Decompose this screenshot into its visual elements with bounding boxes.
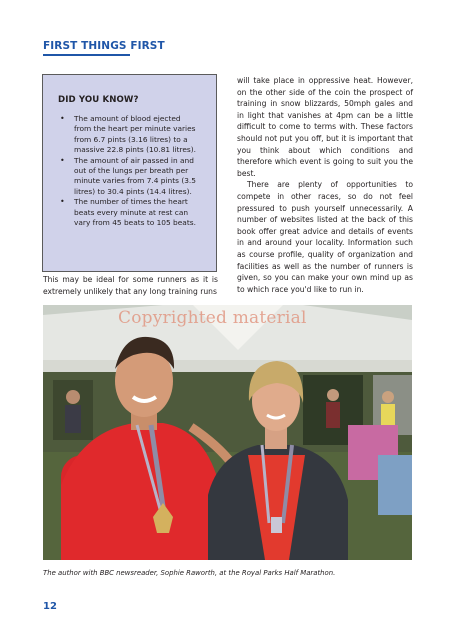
paragraph: There are plenty of opportunities to compete in other races, so do not feel pressured to push yourself unnecessarily. A number of websites listed at the back of this book offer great advice and details of events in and around your locality. Information such as course profile, quality of organization and facilities as well as the number of runners is given, so you can make your own mind up as to which race you'd like to run in. xyxy=(237,180,413,294)
photo-caption: The author with BBC newsreader, Sophie Raworth, at the Royal Parks Half Marathon. xyxy=(43,569,336,577)
section-header: FIRST THINGS FIRST xyxy=(43,40,165,52)
fact-item: • The number of times the heart beats every minute at rest can vary from 45 beats to 105 beats. xyxy=(58,197,200,228)
header-underline xyxy=(43,54,130,56)
fact-item: • The amount of air passed in and out of the lungs per breath per minute varies from 7.4 pints (3.5 litres) to 30.4 pints (14.4 litres). xyxy=(58,156,200,198)
sidebar-title: DID YOU KNOW? xyxy=(58,95,139,105)
photo-illustration xyxy=(43,305,412,560)
fact-item: • The amount of blood ejected from the heart per minute varies from 6.7 pints (3.16 litres) to a massive 22.8 pints (10.81 litres). xyxy=(58,114,200,156)
did-you-know-box xyxy=(42,74,217,272)
paragraph: will take place in oppressive heat. However, on the other side of the coin the prospect of training in snow blizzards, 50mph gales and in light that vanishes at 4pm can be a little difficult to come to terms with. These factors should not put you off, but it is important that you think about which conditions and therefore which event is going to suit you the best. xyxy=(237,76,413,178)
watermark-text: Copyrighted material xyxy=(118,308,307,328)
left-column-text: This may be ideal for some runners as it is extremely unlikely that any long training runs xyxy=(43,275,218,296)
right-column-text xyxy=(237,75,413,295)
race-photo xyxy=(43,305,412,560)
page-number: 12 xyxy=(43,601,57,612)
facts-list xyxy=(58,114,200,228)
